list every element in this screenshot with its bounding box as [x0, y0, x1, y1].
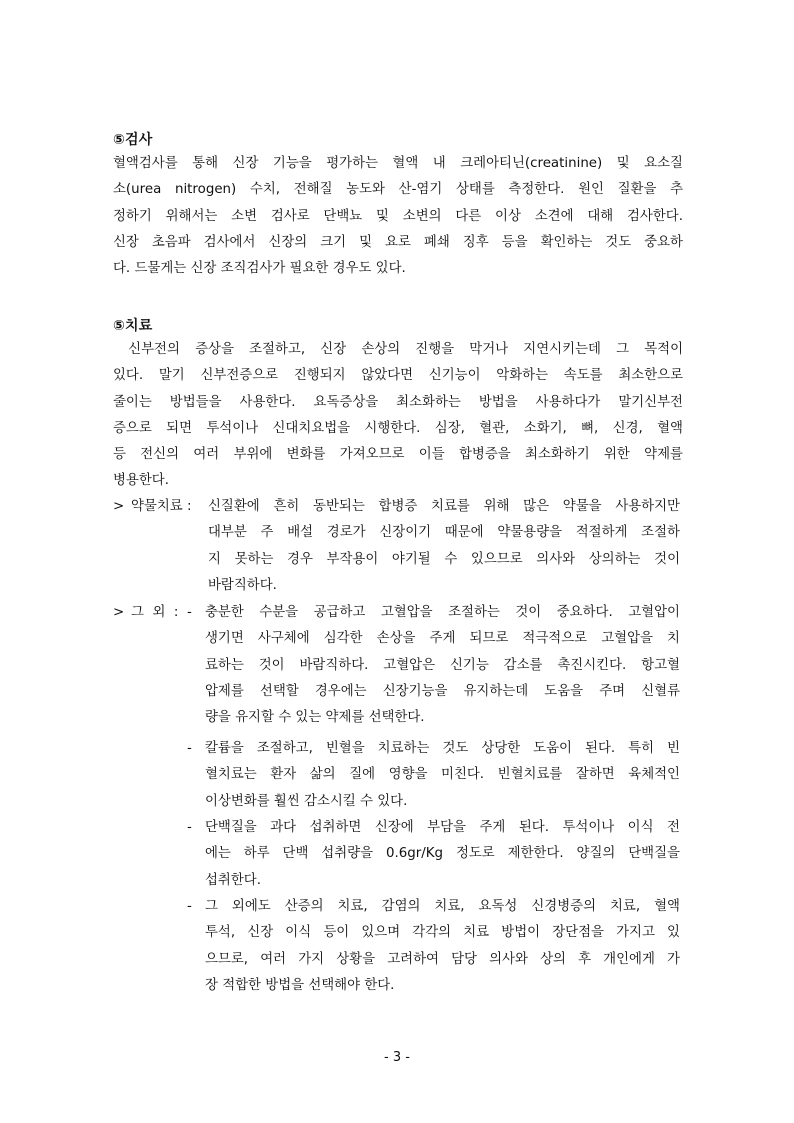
other-item-3: [205, 815, 680, 894]
drug-line: 대부분 주 배설 경로가 신장이기 때문에 약물용량을 적절하게 조절하: [208, 525, 680, 541]
exam-line: 신장 초음파 검사에서 신장의 크기 및 요로 폐쇄 징후 등을 확인하는 것도 중요하: [113, 234, 683, 250]
other-item-4: [205, 894, 680, 999]
other-line: 압제를 선택할 경우에는 신장기능을 유지하는데 도움을 주며 신혈류: [205, 683, 680, 699]
other-line: 투석, 신장 이식 등이 있으며 각각의 치료 방법이 장단점을 가지고 있: [205, 925, 680, 941]
treatment-paragraph: [113, 337, 683, 495]
other-line: 장 적합한 방법을 선택해야 한다.: [205, 977, 395, 993]
other-line: 충분한 수분을 공급하고 고혈압을 조절하는 것이 중요하다. 고혈압이: [205, 605, 680, 620]
other-line: 생기면 사구체에 심각한 손상을 주게 되므로 적극적으로 고혈압을 치: [205, 631, 680, 647]
treatment-line: 신부전의 증상을 조절하고, 신장 손상의 진행을 막거나 지연시키는데 그 목적이: [113, 342, 683, 357]
exam-paragraph: [113, 151, 683, 282]
other-marker: >: [113, 605, 125, 620]
exam-line: 혈액검사를 통해 신장 기능을 평가하는 혈액 내 크레아티닌(creatinine) 및 요소질: [113, 156, 683, 171]
other-line: 그 외에도 산증의 치료, 감염의 치료, 요독성 신경병증의 치료, 혈액: [205, 899, 680, 914]
drug-marker: >: [113, 499, 125, 514]
drug-label: 약물치료 :: [131, 499, 192, 514]
treatment-line: 있다. 말기 신부전증으로 진행되지 않았다면 신기능이 악화하는 속도를 최소한으로: [113, 368, 683, 384]
other-dash: -: [187, 899, 192, 914]
page-number: - 3 -: [384, 1050, 410, 1065]
other-line: 료하는 것이 바람직하다. 고혈압은 신기능 감소를 촉진시킨다. 항고혈: [205, 657, 680, 673]
other-line: 단백질을 과다 섭취하면 신장에 부담을 주게 된다. 투석이나 이식 전: [205, 820, 680, 835]
other-item-2: [205, 736, 680, 815]
treatment-line: 줄이는 방법들을 사용한다. 요독증상을 최소화하는 방법을 사용하다가 말기신부전: [113, 394, 683, 410]
other-line: 이상변화를 훨씬 감소시킬 수 있다.: [205, 793, 408, 809]
other-dash: -: [187, 741, 192, 756]
exam-heading: ⑤검사: [113, 132, 153, 148]
exam-line: 소(urea nitrogen) 수치, 전해질 농도와 산-염기 상태를 측정한다. 원인 질환을 추: [113, 182, 683, 198]
other-label: 그 외 :: [131, 605, 179, 620]
treatment-heading: ⑤치료: [113, 318, 153, 334]
treatment-line: 증으로 되면 투석이나 신대치요법을 시행한다. 심장, 혈관, 소화기, 뼈, 신경, 혈액: [113, 420, 683, 436]
other-item-1: [205, 600, 680, 731]
treatment-line: 등 전신의 여러 부위에 변화를 가져오므로 이들 합병증을 최소화하기 위한 약제를: [113, 447, 683, 463]
other-line: 칼륨을 조절하고, 빈혈을 치료하는 것도 상당한 도움이 된다. 특히 빈: [205, 741, 680, 756]
other-line: 량을 유지할 수 있는 약제를 선택한다.: [205, 710, 425, 726]
other-line: 으므로, 여러 가지 상황을 고려하여 담당 의사와 상의 후 개인에게 가: [205, 951, 680, 967]
drug-line: 신질환에 흔히 동반되는 합병증 치료를 위해 많은 약물을 사용하지만: [208, 499, 680, 514]
other-dash: -: [187, 605, 192, 620]
other-line: 에는 하루 단백 섭취량을 0.6gr/Kg 정도로 제한한다. 양질의 단백질을: [205, 846, 680, 862]
treatment-line: 병용한다.: [113, 473, 169, 489]
drug-line: 지 못하는 경우 부작용이 야기될 수 있으므로 의사와 상의하는 것이: [208, 551, 680, 567]
drug-text: [208, 494, 680, 599]
other-line: 혈치료는 환자 삶의 질에 영향을 미친다. 빈혈치료를 잘하면 육체적인: [205, 767, 680, 783]
exam-line: 정하기 위해서는 소변 검사로 단백뇨 및 소변의 다른 이상 소견에 대해 검사한다.: [113, 208, 683, 224]
other-dash: -: [187, 820, 192, 835]
exam-line: 다. 드물게는 신장 조직검사가 필요한 경우도 있다.: [113, 261, 406, 277]
other-line: 섭취한다.: [205, 872, 261, 888]
drug-line: 바람직하다.: [208, 577, 277, 593]
